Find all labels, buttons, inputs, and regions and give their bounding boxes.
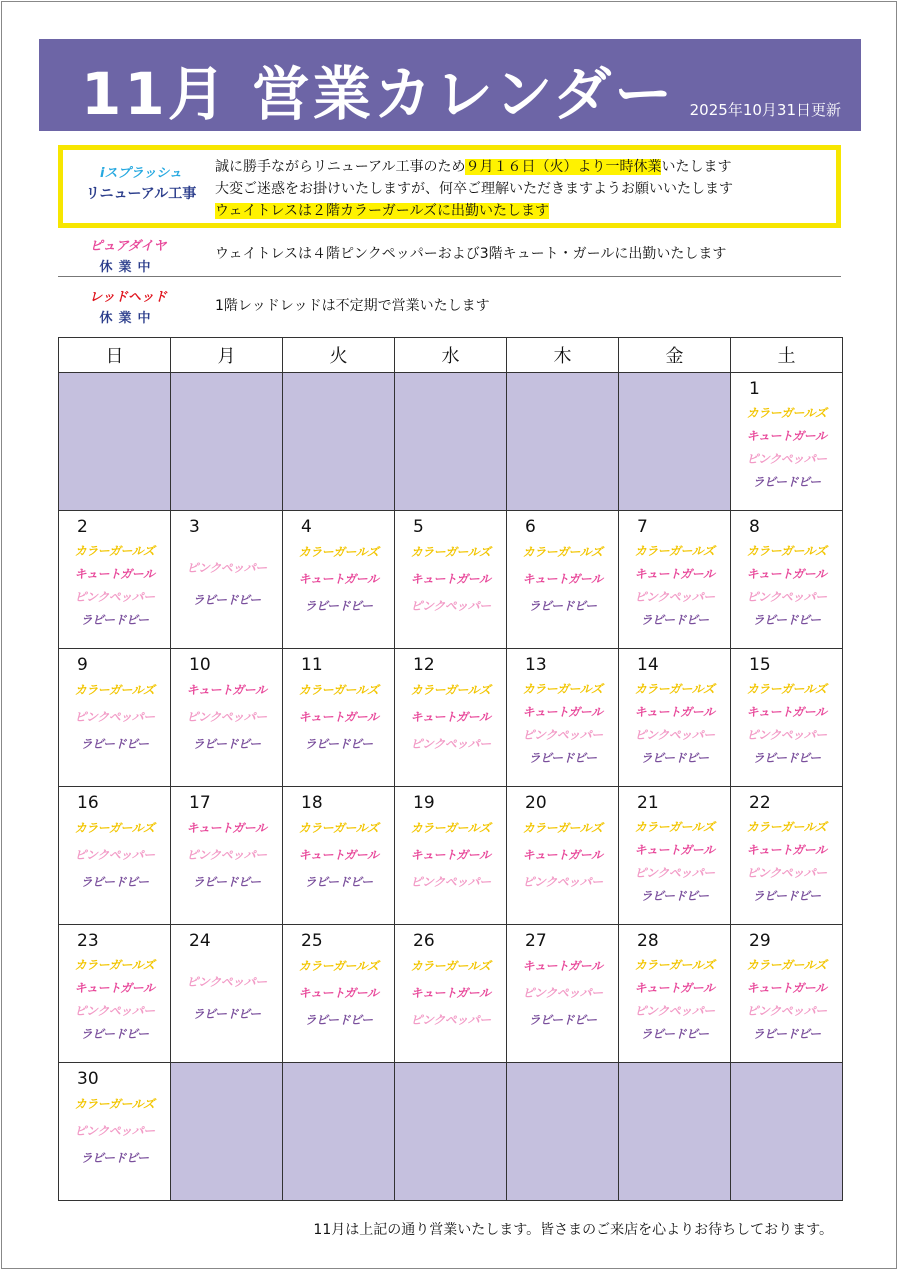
shop-logo: ピンクペッパー (410, 1013, 491, 1027)
day-number: 18 (301, 793, 323, 813)
splash-logo-name: iスプラッシュ (100, 166, 182, 181)
shop-logo: ピンクペッパー (186, 848, 267, 862)
shop-logo: ピンクペッパー (634, 590, 715, 604)
shop-logo: ラビードビー (304, 875, 373, 889)
shop-logo: ピンクペッパー (74, 848, 155, 862)
pure-diamond-logo-name: ピュアダイヤ (89, 239, 167, 254)
calendar-day-cell (171, 511, 283, 649)
day-number: 8 (749, 517, 760, 537)
shop-logo: ピンクペッパー (522, 728, 603, 742)
calendar-body (59, 373, 843, 1201)
page-title: 11月 営業カレンダー (81, 60, 676, 128)
shop-list (283, 949, 394, 1029)
shop-logo: ラビードビー (80, 875, 149, 889)
calendar-day-cell (507, 925, 619, 1063)
shop-logo: ピンクペッパー (186, 710, 267, 724)
shop-logo: ラビードビー (640, 751, 709, 765)
day-number: 27 (525, 931, 547, 951)
shop-logo: キュートガール (634, 981, 715, 995)
shop-logo: ラビードビー (192, 1007, 261, 1021)
day-number: 26 (413, 931, 435, 951)
calendar-day-cell (619, 511, 731, 649)
calendar-day-cell (619, 787, 731, 925)
shop-logo: カラーガールズ (634, 544, 715, 558)
weekday-header: 金 (619, 338, 731, 373)
shop-list (619, 811, 730, 905)
shop-logo: キュートガール (746, 981, 827, 995)
shop-list (171, 949, 282, 1023)
weekday-header: 水 (395, 338, 507, 373)
shop-logo: カラーガールズ (634, 958, 715, 972)
day-number: 29 (749, 931, 771, 951)
day-number: 5 (413, 517, 424, 537)
shop-list (283, 811, 394, 891)
shop-logo: ピンクペッパー (746, 1004, 827, 1018)
shop-logo: キュートガール (634, 705, 715, 719)
shop-list (619, 949, 730, 1043)
shop-logo: キュートガール (746, 429, 827, 443)
calendar-day-cell (731, 373, 843, 511)
calendar-day-cell (731, 787, 843, 925)
shop-logo: ピンクペッパー (186, 561, 267, 575)
day-number: 16 (77, 793, 99, 813)
shop-logo: ラビードビー (752, 475, 821, 489)
calendar-day-cell (619, 925, 731, 1063)
calendar-day-cell (283, 925, 395, 1063)
shop-list (731, 535, 842, 629)
shop-logo: キュートガール (410, 848, 491, 862)
shop-list (59, 811, 170, 891)
weekday-header: 木 (507, 338, 619, 373)
weekday-header: 火 (283, 338, 395, 373)
shop-logo: ピンクペッパー (186, 975, 267, 989)
shop-logo: キュートガール (298, 710, 379, 724)
shop-logo: ラビードビー (304, 599, 373, 613)
red-head-logo (68, 286, 188, 326)
shop-logo: ピンクペッパー (522, 986, 603, 1000)
shop-logo: カラーガールズ (410, 959, 491, 973)
day-number: 14 (637, 655, 659, 675)
calendar-day-cell (507, 787, 619, 925)
calendar-empty-cell (731, 1063, 843, 1201)
calendar-empty-cell (283, 373, 395, 511)
day-number: 4 (301, 517, 312, 537)
day-number: 28 (637, 931, 659, 951)
shop-logo: キュートガール (634, 567, 715, 581)
calendar-empty-cell (619, 1063, 731, 1201)
calendar-day-cell (283, 511, 395, 649)
shop-list (507, 949, 618, 1029)
calendar-empty-cell (171, 373, 283, 511)
shop-logo: キュートガール (522, 572, 603, 586)
shop-logo: ピンクペッパー (522, 875, 603, 889)
shop-list (395, 811, 506, 891)
shop-list (171, 811, 282, 891)
shop-logo: キュートガール (634, 843, 715, 857)
shop-logo: ラビードビー (80, 737, 149, 751)
footer-message: 11月は上記の通り営業いたします。皆さまのご来店を心よりお待ちしております。 (313, 1222, 833, 1238)
shop-logo: キュートガール (746, 843, 827, 857)
calendar-empty-cell (507, 1063, 619, 1201)
calendar-week-row (59, 787, 843, 925)
shop-logo: ピンクペッパー (634, 728, 715, 742)
day-number: 30 (77, 1069, 99, 1089)
calendar-day-cell (507, 649, 619, 787)
calendar-day-cell (171, 925, 283, 1063)
shop-logo: キュートガール (74, 981, 155, 995)
shop-list (395, 949, 506, 1029)
shop-list (731, 949, 842, 1043)
shop-logo: カラーガールズ (746, 406, 827, 420)
shop-logo: ピンクペッパー (74, 1004, 155, 1018)
notice-line1b: ９月１６日（火）より一時休業 (465, 159, 662, 175)
notice-splash (58, 145, 841, 228)
shop-logo: ラビードビー (528, 1013, 597, 1027)
calendar-week-row (59, 1063, 843, 1201)
shop-logo: カラーガールズ (522, 545, 603, 559)
shop-logo: ピンクペッパー (410, 875, 491, 889)
shop-logo: キュートガール (522, 705, 603, 719)
day-number: 25 (301, 931, 323, 951)
shop-list (731, 673, 842, 767)
weekday-header: 土 (731, 338, 843, 373)
shop-list (395, 673, 506, 753)
shop-logo: ラビードビー (304, 1013, 373, 1027)
notice-pure-diamond (58, 232, 841, 277)
calendar-week-row (59, 649, 843, 787)
shop-logo: ラビードビー (528, 751, 597, 765)
shop-logo: カラーガールズ (410, 683, 491, 697)
shop-list (59, 1087, 170, 1167)
weekday-header: 月 (171, 338, 283, 373)
calendar-day-cell (395, 649, 507, 787)
calendar-day-cell (171, 787, 283, 925)
day-number: 1 (749, 379, 760, 399)
shop-logo: カラーガールズ (410, 821, 491, 835)
shop-logo: キュートガール (298, 986, 379, 1000)
day-number: 23 (77, 931, 99, 951)
shop-logo: キュートガール (522, 848, 603, 862)
calendar-day-cell (619, 649, 731, 787)
shop-logo: ラビードビー (640, 889, 709, 903)
day-number: 22 (749, 793, 771, 813)
day-number: 7 (637, 517, 648, 537)
day-number: 3 (189, 517, 200, 537)
calendar-day-cell (283, 787, 395, 925)
shop-logo: キュートガール (410, 572, 491, 586)
splash-logo-sub: リニューアル工事 (85, 186, 197, 202)
shop-logo: ピンクペッパー (746, 728, 827, 742)
header-banner (39, 39, 861, 131)
day-number: 17 (189, 793, 211, 813)
shop-logo: カラーガールズ (298, 821, 379, 835)
calendar-day-cell (395, 787, 507, 925)
calendar-empty-cell (395, 373, 507, 511)
shop-logo: キュートガール (746, 705, 827, 719)
pure-diamond-logo (68, 235, 188, 275)
shop-logo: ピンクペッパー (74, 1124, 155, 1138)
calendar-day-cell (59, 511, 171, 649)
splash-notice-text (215, 156, 733, 222)
shop-logo: ピンクペッパー (410, 599, 491, 613)
weekday-header: 日 (59, 338, 171, 373)
notice-red-head (58, 282, 841, 334)
shop-logo: キュートガール (410, 710, 491, 724)
shop-logo: ラビードビー (640, 613, 709, 627)
shop-logo: カラーガールズ (634, 682, 715, 696)
calendar-empty-cell (283, 1063, 395, 1201)
calendar-week-row (59, 373, 843, 511)
shop-logo: ピンクペッパー (634, 866, 715, 880)
day-number: 12 (413, 655, 435, 675)
calendar-empty-cell (395, 1063, 507, 1201)
shop-list (283, 535, 394, 615)
day-number: 13 (525, 655, 547, 675)
day-number: 24 (189, 931, 211, 951)
splash-logo (71, 162, 211, 203)
notice-line2: 大変ご迷惑をお掛けいたしますが、何卒ご理解いただきますようお願いいたします (215, 181, 733, 197)
shop-logo: カラーガールズ (746, 544, 827, 558)
shop-logo: カラーガールズ (522, 682, 603, 696)
shop-logo: カラーガールズ (746, 820, 827, 834)
shop-logo: ラビードビー (304, 737, 373, 751)
day-number: 2 (77, 517, 88, 537)
calendar-day-cell (59, 787, 171, 925)
shop-list (507, 811, 618, 891)
shop-logo: ピンクペッパー (746, 866, 827, 880)
calendar-day-cell (59, 925, 171, 1063)
shop-list (59, 535, 170, 629)
weekday-header-row (59, 338, 843, 373)
calendar-day-cell (395, 511, 507, 649)
shop-list (59, 949, 170, 1043)
shop-logo: キュートガール (298, 572, 379, 586)
calendar-day-cell (171, 649, 283, 787)
shop-logo: キュートガール (298, 848, 379, 862)
shop-list (731, 811, 842, 905)
shop-list (619, 673, 730, 767)
calendar-table (58, 337, 843, 1201)
shop-logo: ラビードビー (752, 889, 821, 903)
day-number: 19 (413, 793, 435, 813)
shop-logo: ラビードビー (640, 1027, 709, 1041)
notice-line1c: いたします (661, 159, 732, 175)
shop-logo: カラーガールズ (298, 959, 379, 973)
shop-logo: カラーガールズ (298, 545, 379, 559)
calendar-empty-cell (619, 373, 731, 511)
calendar-week-row (59, 511, 843, 649)
shop-logo: ラビードビー (752, 751, 821, 765)
red-head-logo-name: レッドヘッド (89, 290, 167, 305)
calendar-day-cell (59, 649, 171, 787)
shop-logo: ラビードビー (752, 613, 821, 627)
day-number: 20 (525, 793, 547, 813)
shop-logo: カラーガールズ (522, 821, 603, 835)
day-number: 6 (525, 517, 536, 537)
red-head-status: 休業中 (99, 311, 157, 326)
shop-logo: キュートガール (746, 567, 827, 581)
calendar-empty-cell (171, 1063, 283, 1201)
shop-logo: カラーガールズ (410, 545, 491, 559)
pure-diamond-text: ウェイトレスは４階ピンクペッパーおよび3階キュート・ガールに出勤いたします (215, 246, 727, 262)
shop-logo: ラビードビー (752, 1027, 821, 1041)
shop-list (59, 673, 170, 753)
shop-logo: カラーガールズ (746, 682, 827, 696)
shop-logo: ピンクペッパー (74, 710, 155, 724)
shop-logo: カラーガールズ (74, 821, 155, 835)
shop-list (619, 535, 730, 629)
shop-logo: ラビードビー (80, 1151, 149, 1165)
calendar-empty-cell (507, 373, 619, 511)
shop-list (507, 673, 618, 767)
shop-list (507, 535, 618, 615)
shop-logo: カラーガールズ (74, 1097, 155, 1111)
shop-logo: キュートガール (186, 821, 267, 835)
shop-list (395, 535, 506, 615)
shop-logo: ラビードビー (528, 599, 597, 613)
shop-logo: ラビードビー (80, 1027, 149, 1041)
shop-logo: ピンクペッパー (410, 737, 491, 751)
day-number: 21 (637, 793, 659, 813)
shop-logo: カラーガールズ (634, 820, 715, 834)
shop-logo: ピンクペッパー (746, 452, 827, 466)
calendar-day-cell (283, 649, 395, 787)
updated-date: 2025年10月31日更新 (689, 101, 841, 119)
shop-list (731, 397, 842, 491)
shop-logo: キュートガール (74, 567, 155, 581)
shop-logo: ピンクペッパー (746, 590, 827, 604)
shop-logo: カラーガールズ (298, 683, 379, 697)
shop-logo: ピンクペッパー (634, 1004, 715, 1018)
day-number: 9 (77, 655, 88, 675)
calendar-week-row (59, 925, 843, 1063)
shop-logo: ラビードビー (192, 737, 261, 751)
calendar-day-cell (395, 925, 507, 1063)
shop-list (283, 673, 394, 753)
notice-line1a: 誠に勝手ながらリニューアル工事のため (215, 159, 466, 175)
red-head-text: 1階レッドレッドは不定期で営業いたします (215, 298, 490, 314)
day-number: 10 (189, 655, 211, 675)
shop-logo: キュートガール (410, 986, 491, 1000)
shop-logo: カラーガールズ (74, 958, 155, 972)
shop-logo: ラビードビー (192, 875, 261, 889)
calendar-empty-cell (59, 373, 171, 511)
calendar-day-cell (731, 925, 843, 1063)
shop-list (171, 673, 282, 753)
shop-logo: ラビードビー (80, 613, 149, 627)
shop-logo: カラーガールズ (74, 544, 155, 558)
shop-logo: ピンクペッパー (74, 590, 155, 604)
pure-diamond-status: 休業中 (99, 260, 157, 275)
calendar-day-cell (59, 1063, 171, 1201)
day-number: 11 (301, 655, 323, 675)
shop-logo: カラーガールズ (74, 683, 155, 697)
notice-line3: ウェイトレスは２階カラーガールズに出勤いたします (215, 203, 550, 219)
shop-logo: キュートガール (186, 683, 267, 697)
shop-logo: キュートガール (522, 959, 603, 973)
day-number: 15 (749, 655, 771, 675)
calendar-day-cell (731, 649, 843, 787)
calendar-day-cell (507, 511, 619, 649)
shop-list (171, 535, 282, 609)
calendar-day-cell (731, 511, 843, 649)
shop-logo: カラーガールズ (746, 958, 827, 972)
shop-logo: ラビードビー (192, 593, 261, 607)
